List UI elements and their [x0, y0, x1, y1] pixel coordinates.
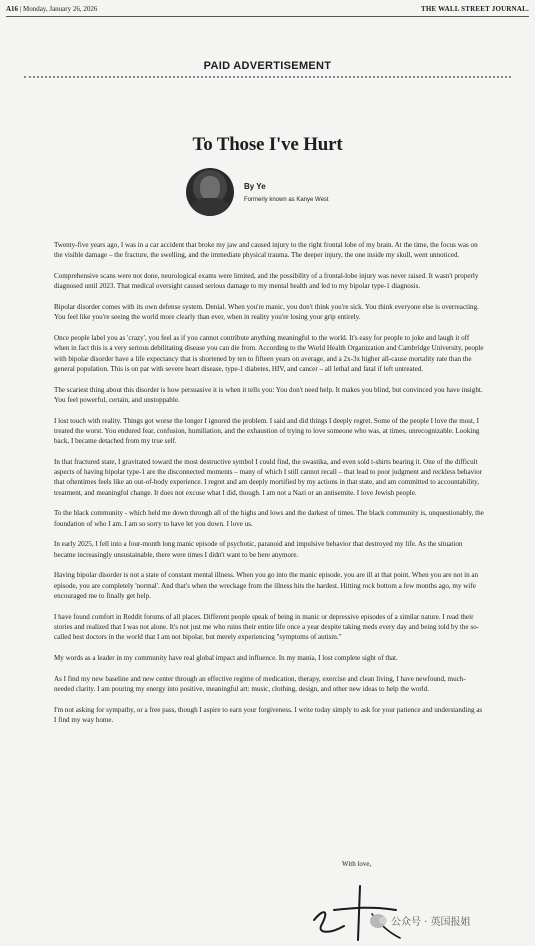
author-formerly: Formerly known as Kanye West — [244, 196, 329, 203]
paragraph: I lost touch with reality. Things got worse the longer I ignored the problem. I said and did things I deeply regret. Some of the people I love the most, I treated the worst. You endured fear, confusion, humiliation, and the exhaustion of trying to love someone who was, at times, unrecognizable. Looking back, I became detached from my true self. — [54, 416, 480, 446]
issue-date: Monday, January 26, 2026 — [22, 5, 98, 13]
newspaper-name: THE WALL STREET JOURNAL. — [420, 5, 529, 13]
article-body — [54, 240, 484, 736]
masthead — [6, 2, 529, 17]
paragraph: Bipolar disorder comes with its own defense system. Denial. When you're manic, you don't think you're sick. You think everyone else is overreacting. You feel like you're seeing the world more clearly than ever, when in reality you're losing your grip entirely. — [54, 302, 479, 322]
paragraph: The scariest thing about this disorder is how persuasive it is when it tells you: You don't need help. It makes you blind, but convinced you have insight. You feel powerful, certain, and unstoppable. — [54, 385, 483, 404]
paragraph: Comprehensive scans were not done, neurological exams were limited, and the possibility of a frontal-lobe injury was never raised. It wasn't properly diagnosed until 2023. That medical oversight caused serious damage to my mental health and led to my bipolar type-1 diagnosis. — [54, 271, 479, 291]
paid-advertisement-label: PAID ADVERTISEMENT — [203, 60, 332, 72]
paragraph: Having bipolar disorder is not a state of constant mental illness. When you go into the manic episode, you are ill at that point. When you are not in an episode, you are completely 'normal'. And that's when the wreckage from the illness hits the hardest. Hitting rock bottom a few months ago, my wife encouraged me to finally get help. — [54, 571, 479, 600]
watermark — [370, 913, 471, 928]
paragraph: To the black community - which held me down through all of the highs and lows and the darkest of times. The black community is, unquestionably, the foundation of who I am. I am so sorry to have let you down. I love us. — [54, 509, 484, 528]
paragraph: As I find my new baseline and new center through an effective regime of medication, therapy, exercise and clean living, I have newfound, much-needed clarity. I am pouring my energy into positive, meaningful art: music, clothing, design, and other new ideas to help the world. — [54, 674, 466, 693]
byline — [186, 168, 329, 216]
watermark-text: 公众号 · 英国报姐 — [391, 917, 471, 928]
author-name: By Ye — [244, 181, 266, 191]
author-face — [200, 176, 220, 200]
page-number: A16 — [6, 5, 19, 13]
page-info: A16 | Monday, January 26, 2026 — [6, 5, 98, 13]
paragraph: My words as a leader in my community have real global impact and influence. In my mania, I lost complete sight of that. — [54, 653, 398, 662]
paragraph: In early 2025, I fell into a four-month long manic episode of psychotic, paranoid and impulsive behavior that destroyed my life. As the situation became increasingly unsustainable, there were times I didn't want to be here anymore. — [54, 540, 463, 559]
handwritten-signature — [300, 880, 420, 942]
author-photo — [186, 168, 234, 216]
paragraph: In that fractured state, I gravitated toward the most destructive symbol I could find, the swastika, and even sold t-shirts bearing it. One of the difficult aspects of having bipolar type-1 are the disconnected moments – many of which I still cannot recall – that lead to poor judgment and reckless behavior that oftentimes feels like an out-of-body experience. I regret and am deeply mortified by my actions in that state, and am committed to accountability, treatment, and meaningful change. It does not excuse what I did, though. I am not a Nazi or an antisemite. I love Jewish people. — [54, 457, 483, 497]
wechat-icon — [370, 914, 386, 928]
dotted-divider — [24, 76, 511, 78]
author-shoulders — [190, 198, 230, 216]
paragraph: I'm not asking for sympathy, or a free pass, though I aspire to earn your forgiveness. I write today simply to ask for your patience and understanding as I find my way home. — [54, 705, 483, 724]
byline-text — [244, 182, 329, 203]
paragraph: Once people label you as 'crazy', you feel as if you cannot contribute anything meaningful to the world. It's easy for people to joke and laugh it off when in fact this is a very serious debilitating disease you can die from. According to the World Health Organization and Cambridge University, people with bipolar disorder have a life expectancy that is shortened by ten to fifteen years on average, and a 2x-3x higher all-cause mortality rate than the general population. This is on par with severe heart disease, type-1 diabetes, HIV, and cancer – all lethal and fatal if left untreated. — [54, 333, 484, 373]
closing-line: With love, — [342, 860, 372, 868]
paragraph: I have found comfort in Reddit forums of all places. Different people speak of being in manic or depressive episodes of a similar nature. I read their stories and realized that I was not alone. It's not just me who ruins their entire life once a year despite taking meds every day and being told by the so-called best doctors in the world that I am not bipolar, but merely experiencing "symptoms of autism." — [54, 612, 480, 642]
paragraph: Twenty-five years ago, I was in a car accident that broke my jaw and caused injury to the right frontal lobe of my brain. At the time, the focus was on the visible damage – the fracture, the swelling, and the immediate physical trauma. The deeper injury, the one inside my skull, went unnoticed. — [54, 241, 478, 260]
article-title: To Those I've Hurt — [192, 134, 343, 155]
